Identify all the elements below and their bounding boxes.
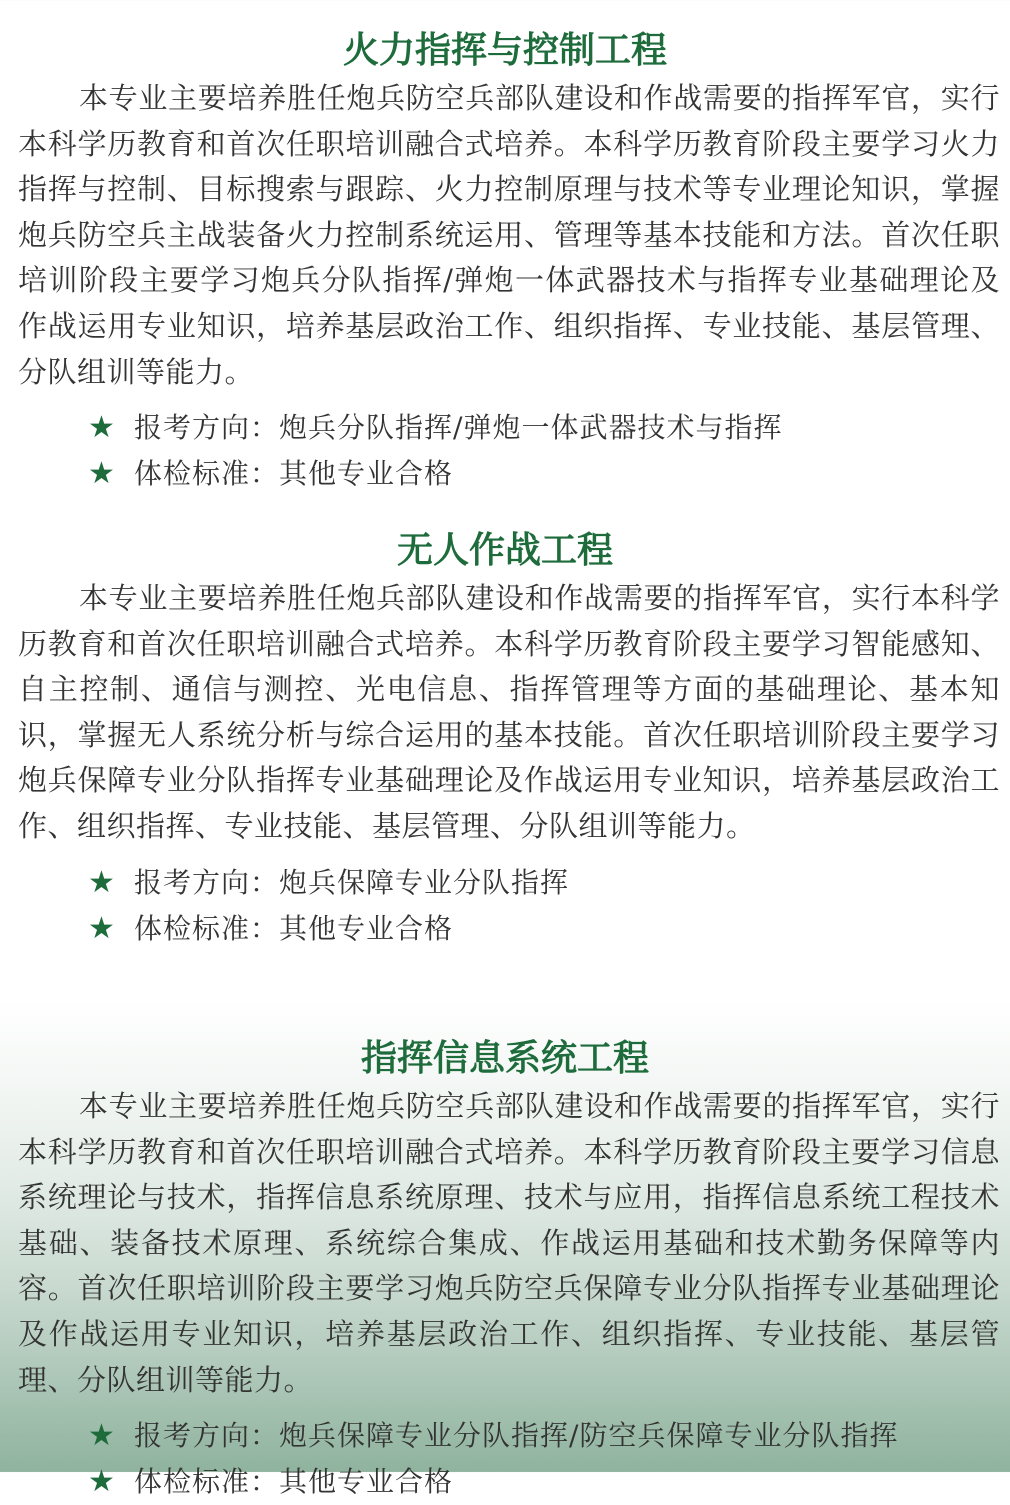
- application-direction: [88, 1413, 1010, 1459]
- info-value: 其他专业合格: [279, 457, 454, 491]
- info-label: 报考方向：: [134, 411, 280, 445]
- major-section-unmanned-combat: [0, 526, 1010, 952]
- info-list: [0, 860, 1010, 952]
- info-label: 体检标准：: [134, 911, 280, 945]
- info-list: [0, 1413, 1010, 1505]
- info-label: 体检标准：: [134, 1465, 280, 1499]
- major-section-fire-command: [0, 26, 1010, 497]
- section-description: 本专业主要培养胜任炮兵防空兵部队建设和作战需要的指挥军官，实行本科学历教育和首次任职培训融合式培养。本科学历教育阶段主要学习火力指挥与控制、目标搜索与跟踪、火力控制原理与技术等专业理论知识，掌握炮兵防空兵主战装备火力控制系统运用、管理等基本技能和方法。首次任职培训阶段主要学习炮兵分队指挥/弹炮一体武器技术与指挥专业基础理论及作战运用专业知识，培养基层政治工作、组织指挥、专业技能、基层管理、分队组训等能力。: [18, 81, 1000, 389]
- info-value: 炮兵保障专业分队指挥: [279, 865, 570, 899]
- section-description: 本专业主要培养胜任炮兵部队建设和作战需要的指挥军官，实行本科学历教育和首次任职培训融合式培养。本科学历教育阶段主要学习智能感知、自主控制、通信与测控、光电信息、指挥管理等方面的基础理论、基本知识，掌握无人系统分析与综合运用的基本技能。首次任职培训阶段主要学习炮兵保障专业分队指挥专业基础理论及作战运用专业知识，培养基层政治工作、组织指挥、专业技能、基层管理、分队组训等能力。: [18, 581, 1000, 843]
- application-direction: [88, 405, 1010, 451]
- physical-exam-standard: [88, 906, 1010, 952]
- star-icon: ★: [88, 410, 115, 446]
- section-title: 无人作战工程: [396, 530, 613, 571]
- section-title: 指挥信息系统工程: [360, 1038, 649, 1079]
- application-direction: [88, 860, 1010, 906]
- info-label: 体检标准：: [134, 457, 280, 491]
- star-icon: ★: [88, 1418, 115, 1454]
- info-value: 其他专业合格: [279, 911, 454, 945]
- star-icon: ★: [88, 864, 115, 900]
- info-value: 其他专业合格: [279, 1465, 454, 1499]
- info-label: 报考方向：: [134, 865, 280, 899]
- info-label: 报考方向：: [134, 1419, 280, 1453]
- star-icon: ★: [88, 456, 115, 492]
- major-section-command-info-system: [0, 1034, 1010, 1505]
- physical-exam-standard: [88, 1459, 1010, 1505]
- star-icon: ★: [88, 1464, 115, 1500]
- star-icon: ★: [88, 910, 115, 946]
- section-title: 火力指挥与控制工程: [342, 30, 667, 71]
- info-value: 炮兵分队指挥/弹炮一体武器技术与指挥: [279, 411, 783, 445]
- physical-exam-standard: [88, 451, 1010, 497]
- section-description: 本专业主要培养胜任炮兵防空兵部队建设和作战需要的指挥军官，实行本科学历教育和首次任职培训融合式培养。本科学历教育阶段主要学习信息系统理论与技术，指挥信息系统原理、技术与应用，指挥信息系统工程技术基础、装备技术原理、系统综合集成、作战运用基础和技术勤务保障等内容。首次任职培训阶段主要学习炮兵防空兵保障专业分队指挥专业基础理论及作战运用专业知识，培养基层政治工作、组织指挥、专业技能、基层管理、分队组训等能力。: [18, 1089, 1000, 1397]
- info-list: [0, 405, 1010, 497]
- info-value: 炮兵保障专业分队指挥/防空兵保障专业分队指挥: [279, 1419, 899, 1453]
